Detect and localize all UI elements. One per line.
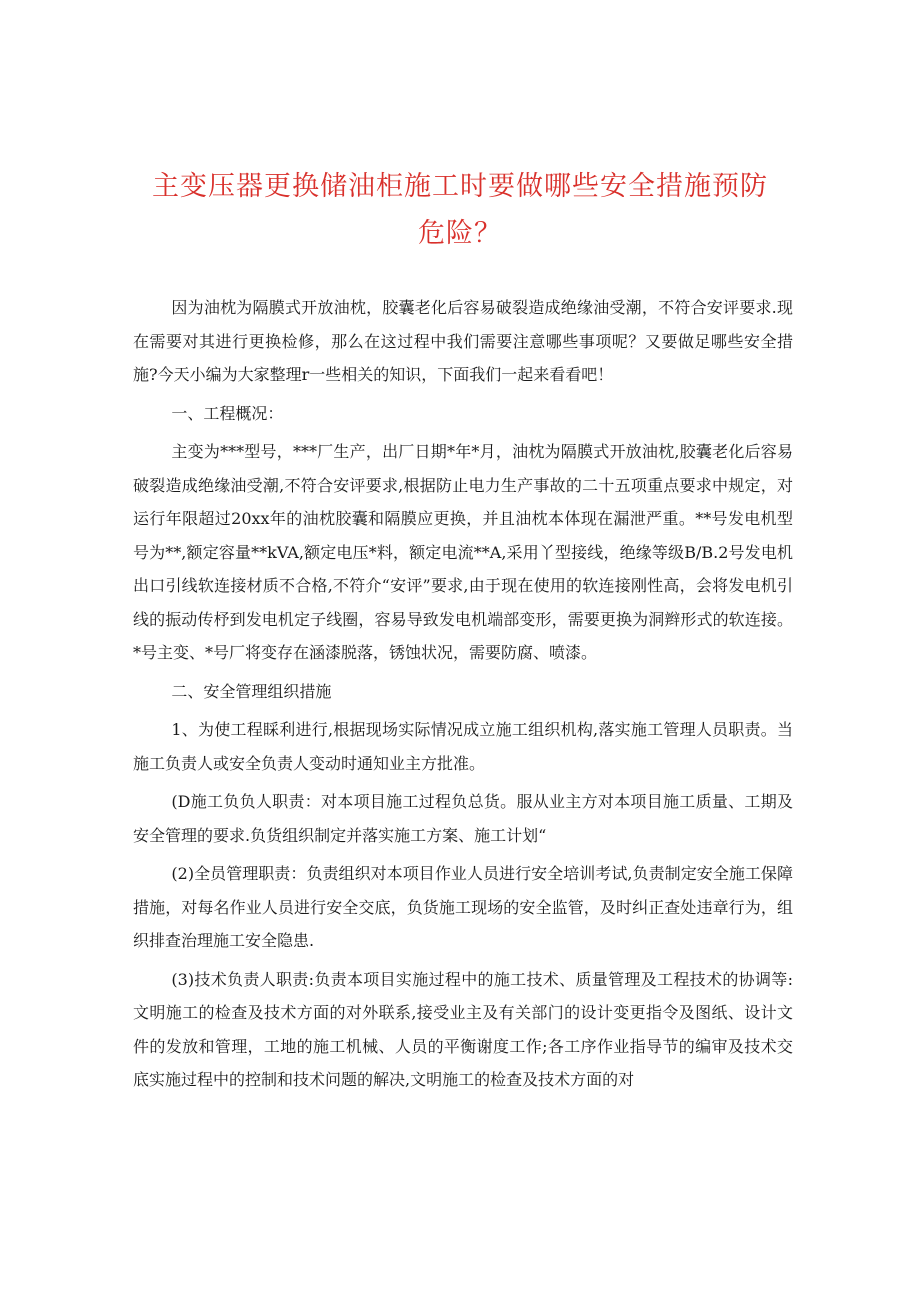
section-heading-safety-management: 二、安全管理组织措施 (171, 681, 332, 701)
duty-technical-lead: (3)技术负责人职责:负责本项目实施过程中的施工技术、质量管理及工程技术的协调等:文明施工的检查及技术方面的对外联系,接受业主及有关部门的设计变更指令及图纸、设计文件的发放和管理，工地的施工机械、人员的平衡谢度工作;各工序作业指导节的编审及技术交底实施过程中的控制和技术问题的解决,文明施工的检查及技术方面的对 (133, 969, 793, 1089)
duty-construction-lead: (D施工负负人职责：对本项目施工过程负总货。服从业主方对本项目施工质量、工期及安全管理的要求.负货组织制定并落实施工方案、施工计划“ (133, 792, 793, 845)
document-title: 主变压器更换储油柜施工时要做哪些安全措施预防危险？ (152, 171, 768, 249)
intro-paragraph: 因为油枕为隔膜式开放油枕，胶囊老化后容易破裂造成绝缘油受潮，不符合安评要求.现在需要对其进行更换检修，那么在这过程中我们需要注意哪些事项呢？又要做足哪些安全措施?今天小编为大家整理r一些相关的知识，下面我们一起来看看吧！ (133, 298, 793, 384)
safety-item-1: 1、为使工程睬利进行,根据现场实际情况成立施工组织机构,落实施工管理人员职责。当施工负责人或安全负责人变动时通知业主方批准。 (133, 720, 793, 773)
duty-all-staff: (2)全员管理职责：负责组织对本项目作业人员进行安全培训考试,负责制定安全施工保障措施，对每名作业人员进行安全交底，负货施工现场的安全监管，及时纠正查处违章行为，组织排查治理施工安全隐患. (133, 864, 793, 950)
document-body (133, 291, 793, 1102)
section-heading-overview: 一、工程概况： (171, 403, 284, 423)
overview-paragraph: 主变为***型号，***厂生产，出厂日期*年*月，油枕为隔膜式开放油枕,胶囊老化后容易破裂造成绝缘油受潮,不符合安评要求,根据防止电力生产事故的二十五项重点要求中规定，对运行年限超过20xx年的油枕胶囊和隔膜应更换，并且油枕本体现在漏泄严重。**号发电机型号为**,额定容量**kVA,额定电压*料，额定电流**A,采用丫型接线，绝缘等级B/B.2号发电机出口引线软连接材质不合格,不符介“安评”要求,由于现在使用的软连接刚性高，会将发电机引线的振动传杼到发电机定子线圈，容易导致发电机端部变形，需要更换为洞辫形式的软连接。*号主变、*号厂将变存在涵漆脱落，锈蚀状况，需要防腐、喷漆。 (133, 442, 793, 662)
